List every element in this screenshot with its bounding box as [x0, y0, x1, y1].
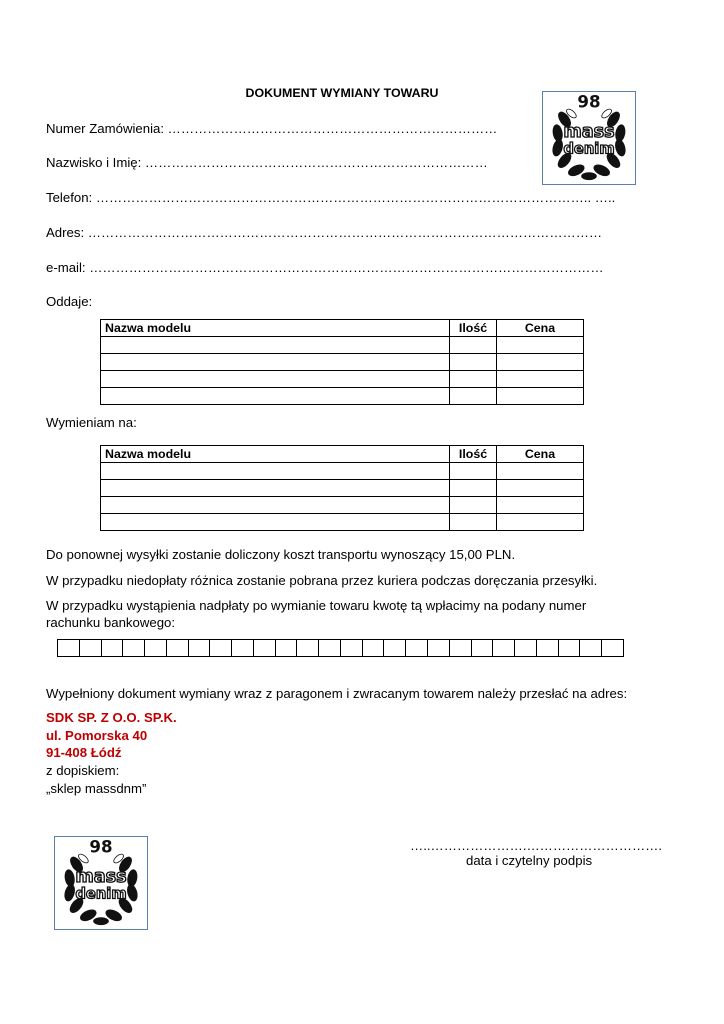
bank-account-input[interactable]	[57, 639, 624, 657]
cell-price[interactable]	[497, 354, 584, 371]
cell-quantity[interactable]	[450, 337, 497, 354]
table-row	[101, 480, 584, 497]
logo-brand-top: mass	[75, 867, 127, 888]
table-header-row	[101, 320, 584, 337]
table-row	[101, 354, 584, 371]
info-overpayment: W przypadku wystąpienia nadpłaty po wymianie towaru kwotę tą wpłacimy na podany numer	[46, 598, 587, 613]
account-digit-cell[interactable]	[189, 640, 211, 656]
company-street: ul. Pomorska 40	[46, 728, 148, 743]
note-text: „sklep massdnm”	[46, 781, 147, 796]
cell-model[interactable]	[101, 337, 450, 354]
exchange-label: Wymieniam na:	[46, 415, 137, 430]
account-digit-cell[interactable]	[537, 640, 559, 656]
account-digit-cell[interactable]	[319, 640, 341, 656]
header-price: Cena	[497, 446, 584, 463]
signature-label: data i czytelny podpis	[466, 853, 593, 868]
note-label: z dopiskiem:	[46, 763, 120, 778]
company-city: 91-408 Łódź	[46, 745, 122, 760]
account-digit-cell[interactable]	[254, 640, 276, 656]
account-digit-cell[interactable]	[102, 640, 124, 656]
logo-brand-bottom: denim	[75, 885, 127, 903]
cell-quantity[interactable]	[450, 497, 497, 514]
cell-quantity[interactable]	[450, 388, 497, 405]
company-name: SDK SP. Z O.O. SP.K.	[46, 710, 177, 725]
cell-quantity[interactable]	[450, 514, 497, 531]
header-quantity: Ilość	[450, 446, 497, 463]
account-digit-cell[interactable]	[580, 640, 602, 656]
account-digit-cell[interactable]	[58, 640, 80, 656]
cell-price[interactable]	[497, 480, 584, 497]
phone-field[interactable]: Telefon: ………………………………………………………………………………………………….. …..	[46, 190, 616, 205]
cell-quantity[interactable]	[450, 480, 497, 497]
cell-model[interactable]	[101, 463, 450, 480]
signature-line[interactable]: …..………………….………………………….	[410, 838, 663, 853]
brand-logo-top	[542, 91, 636, 185]
account-digit-cell[interactable]	[493, 640, 515, 656]
exchange-items-table	[100, 445, 584, 531]
table-row	[101, 388, 584, 405]
account-digit-cell[interactable]	[341, 640, 363, 656]
cell-price[interactable]	[497, 497, 584, 514]
table-row	[101, 514, 584, 531]
account-digit-cell[interactable]	[297, 640, 319, 656]
cell-price[interactable]	[497, 463, 584, 480]
brand-logo-bottom	[54, 836, 148, 930]
address-field[interactable]: Adres: ………………………………………………………………………………………………………	[46, 225, 603, 240]
cell-model[interactable]	[101, 371, 450, 388]
header-price: Cena	[497, 320, 584, 337]
header-quantity: Ilość	[450, 320, 497, 337]
logo-brand-bottom: denim	[563, 140, 615, 158]
table-row	[101, 371, 584, 388]
table-row	[101, 463, 584, 480]
logo-number: 98	[89, 837, 113, 857]
email-field[interactable]: e-mail: ………………………………………………………………………………………………………	[46, 260, 604, 275]
cell-quantity[interactable]	[450, 354, 497, 371]
return-items-table	[100, 319, 584, 405]
account-digit-cell[interactable]	[602, 640, 623, 656]
cell-model[interactable]	[101, 514, 450, 531]
cell-model[interactable]	[101, 497, 450, 514]
table-header-row	[101, 446, 584, 463]
account-digit-cell[interactable]	[232, 640, 254, 656]
send-instruction: Wypełniony dokument wymiany wraz z paragonem i zwracanym towarem należy przesłać na adres:	[46, 686, 628, 701]
account-digit-cell[interactable]	[167, 640, 189, 656]
info-transport-cost: Do ponownej wysyłki zostanie doliczony koszt transportu wynoszący 15,00 PLN.	[46, 547, 516, 562]
table-row	[101, 497, 584, 514]
cell-quantity[interactable]	[450, 371, 497, 388]
cell-quantity[interactable]	[450, 463, 497, 480]
logo-number: 98	[577, 92, 601, 112]
order-number-field[interactable]: Numer Zamówienia: …………………………………………………………………	[46, 121, 498, 136]
account-digit-cell[interactable]	[472, 640, 494, 656]
account-digit-cell[interactable]	[210, 640, 232, 656]
cell-price[interactable]	[497, 337, 584, 354]
account-digit-cell[interactable]	[145, 640, 167, 656]
account-digit-cell[interactable]	[406, 640, 428, 656]
table-row	[101, 337, 584, 354]
account-digit-cell[interactable]	[428, 640, 450, 656]
account-digit-cell[interactable]	[559, 640, 581, 656]
header-model: Nazwa modelu	[101, 320, 450, 337]
account-digit-cell[interactable]	[80, 640, 102, 656]
info-underpayment: W przypadku niedopłaty różnica zostanie pobrana przez kuriera podczas doręczania przesyłki.	[46, 573, 598, 588]
account-digit-cell[interactable]	[123, 640, 145, 656]
cell-price[interactable]	[497, 514, 584, 531]
account-digit-cell[interactable]	[384, 640, 406, 656]
info-bank-account-label: rachunku bankowego:	[46, 615, 176, 630]
cell-price[interactable]	[497, 388, 584, 405]
account-digit-cell[interactable]	[450, 640, 472, 656]
header-model: Nazwa modelu	[101, 446, 450, 463]
cell-model[interactable]	[101, 354, 450, 371]
document-title: DOKUMENT WYMIANY TOWARU	[245, 86, 439, 100]
account-digit-cell[interactable]	[276, 640, 298, 656]
account-digit-cell[interactable]	[515, 640, 537, 656]
logo-brand-top: mass	[563, 122, 615, 143]
account-digit-cell[interactable]	[363, 640, 385, 656]
return-label: Oddaje:	[46, 294, 93, 309]
cell-model[interactable]	[101, 480, 450, 497]
cell-model[interactable]	[101, 388, 450, 405]
name-field[interactable]: Nazwisko i Imię: ……………………………………………………………………	[46, 155, 488, 170]
cell-price[interactable]	[497, 371, 584, 388]
